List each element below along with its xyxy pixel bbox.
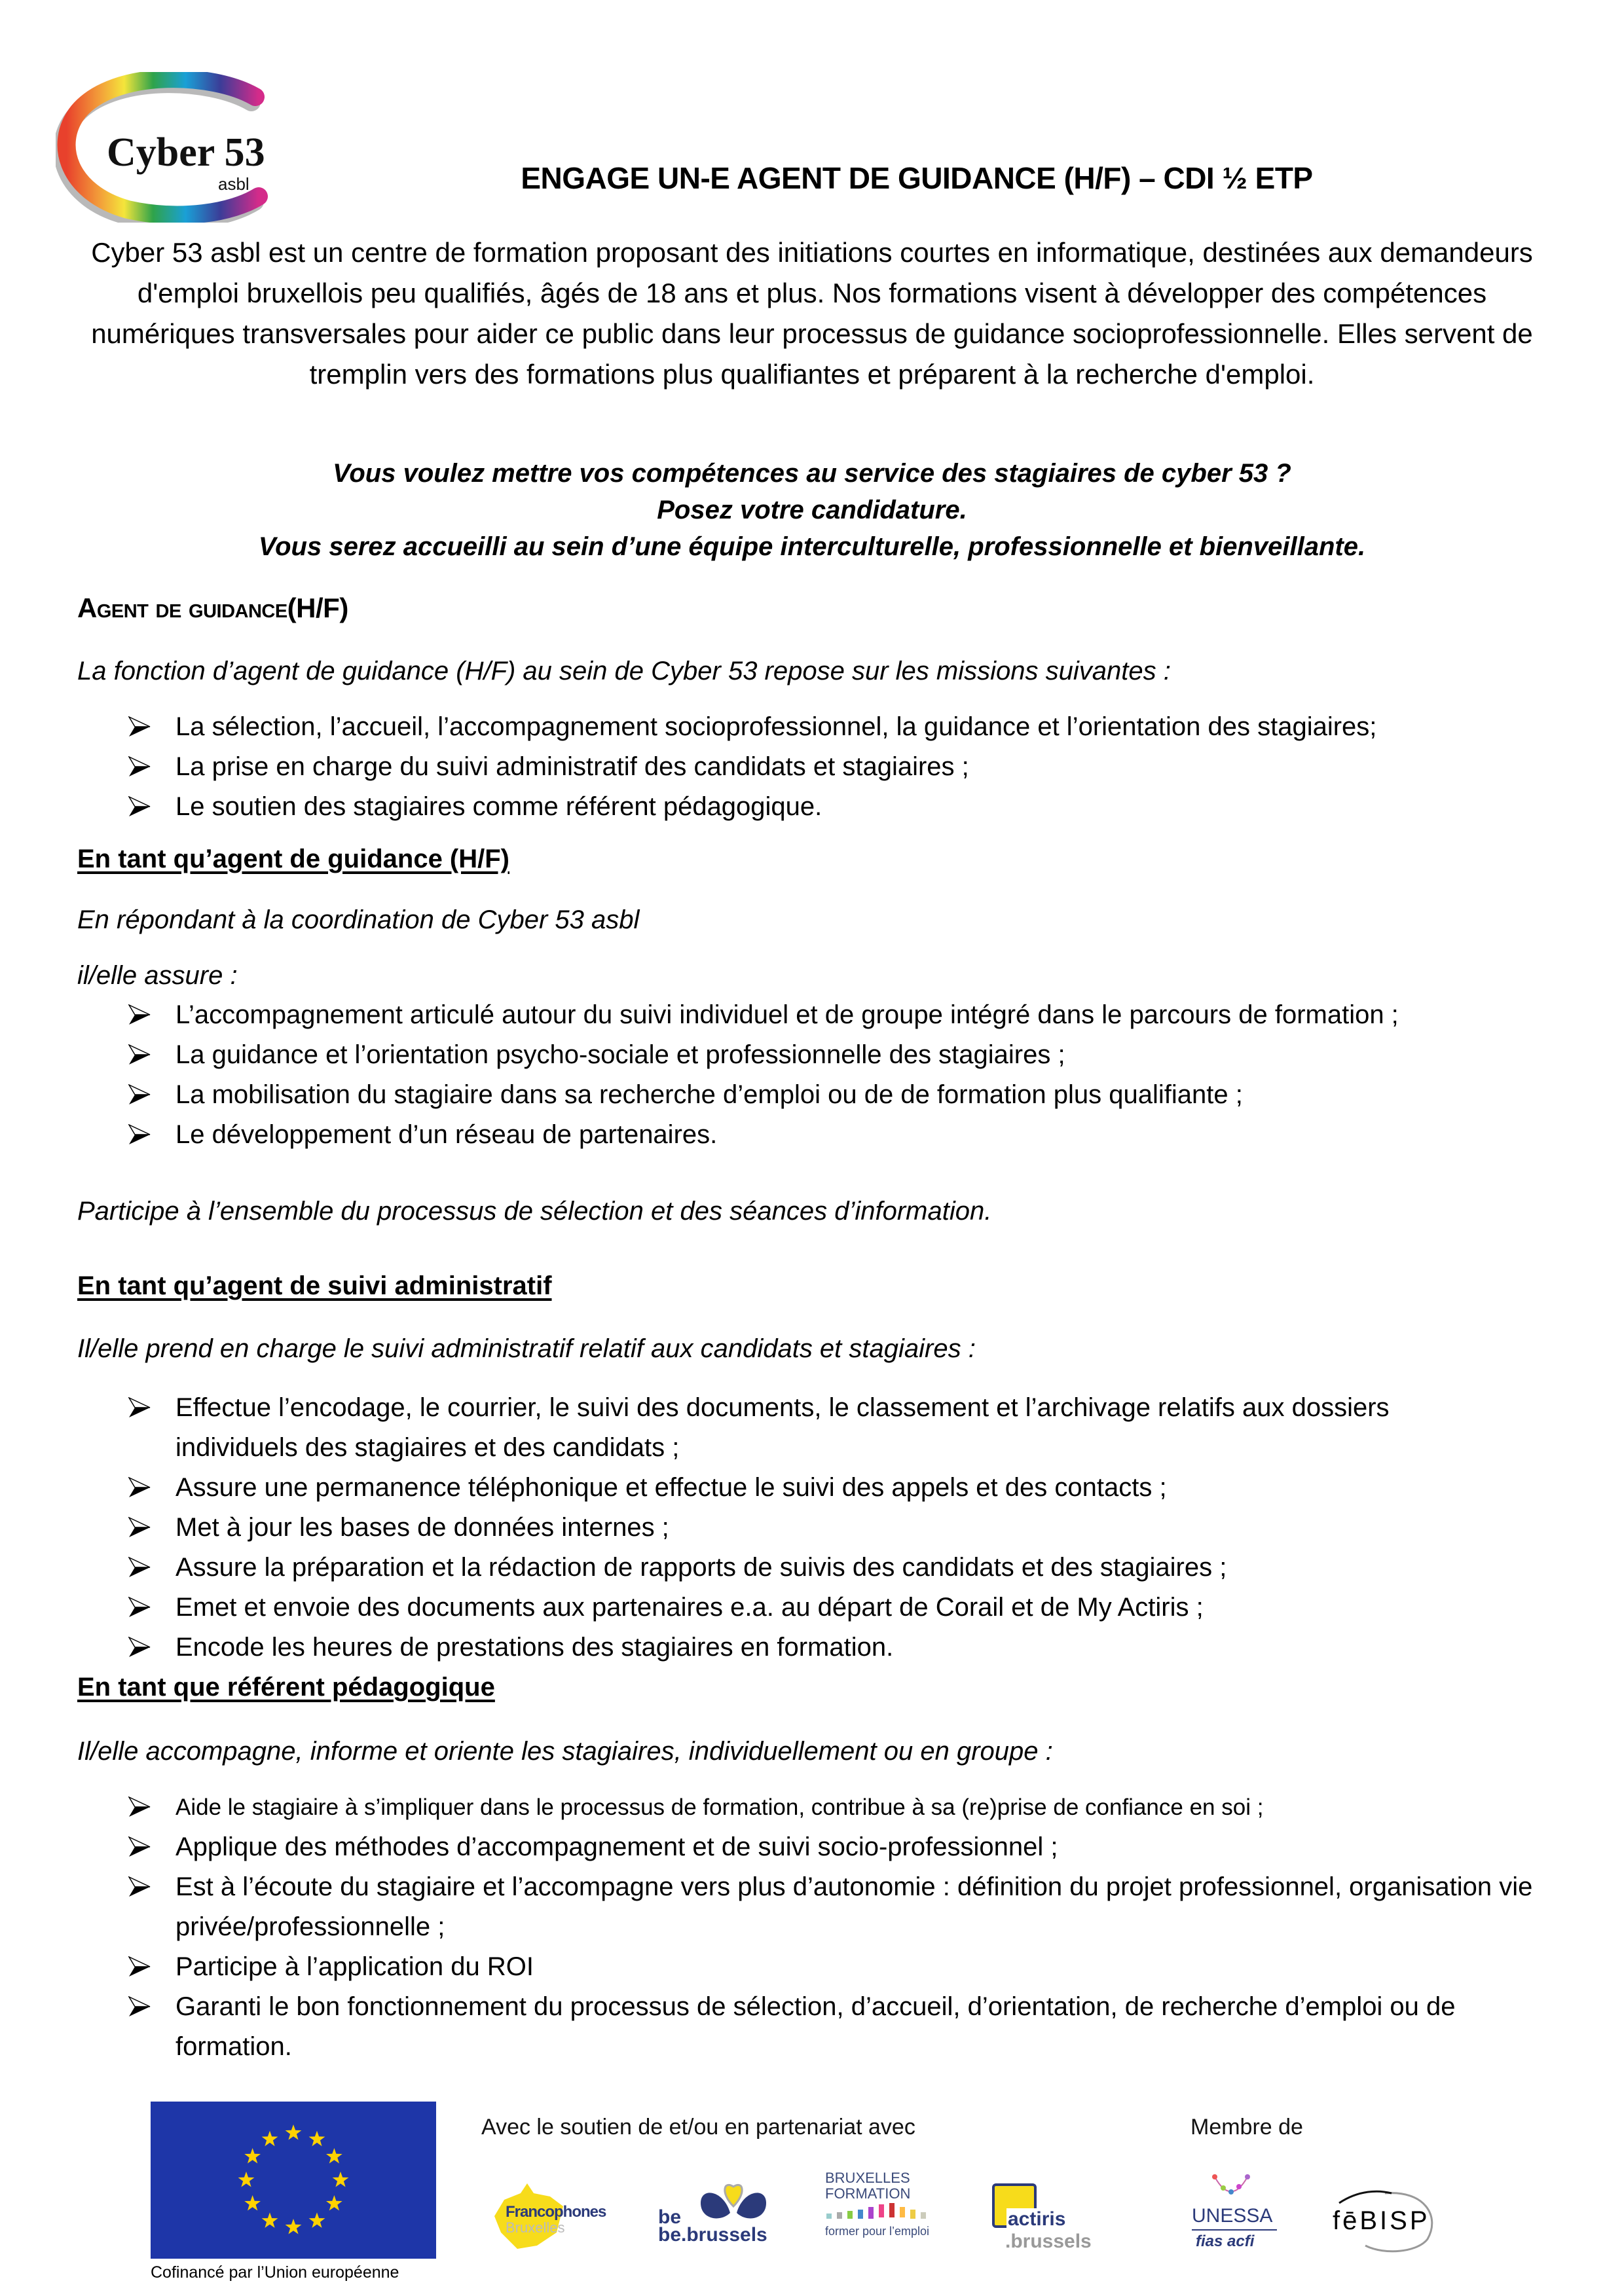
missions-list xyxy=(77,707,1583,827)
arrow-bullet-icon xyxy=(128,1637,151,1658)
logo-bruxelles-formation: BRUXELLES FORMATION former pour l’emploi xyxy=(825,2170,956,2255)
section-lead: La fonction d’agent de guidance (H/F) au sein de Cyber 53 repose sur les missions suivantes : xyxy=(77,657,1171,685)
arrow-bullet-icon xyxy=(128,1996,151,2017)
list-item: Participe à l’application du ROI xyxy=(77,1947,1557,1987)
list-item: Effectue l’encodage, le courrier, le suivi des documents, le classement et l’archivage relatifs aux dossiers individuels des stagiaires et des candidats ; xyxy=(77,1388,1485,1468)
heart-icon xyxy=(694,2177,773,2229)
section-heading-guidance: En tant qu’agent de guidance (H/F) xyxy=(77,845,509,873)
list-item: Est à l’écoute du stagiaire et l’accompagne vers plus d’autonomie : définition du projet professionnel, organisation vie privée/professionnelle ; xyxy=(77,1867,1557,1947)
section-lead: Il/elle prend en charge le suivi administratif relatif aux candidats et stagiaires : xyxy=(77,1334,976,1363)
intro-paragraph: Cyber 53 asbl est un centre de formation proposant des initiations courtes en informatique, destinées aux demandeurs d'emploi bruxellois peu qualifiés, âgés de 18 ans et plus. Nos formations visent à développer des compétences numériques transversales pour aider ce public dans leur processus de guidance socioprofessionnelle. Elles servent de tremplin vers des formations plus qualifiantes et préparent à la recherche d'emploi. xyxy=(91,237,1533,390)
logo-unessa: UNESSA fias acfi xyxy=(1192,2174,1283,2259)
arrow-bullet-icon xyxy=(128,1397,151,1418)
cta-line: Vous serez accueilli au sein d’une équipe interculturelle, professionnelle et bienveillante. xyxy=(258,532,1366,561)
eu-stars-icon xyxy=(151,2102,436,2259)
list-item: Emet et envoie des documents aux partenaires e.a. au départ de Corail et de My Actiris ; xyxy=(77,1588,1485,1628)
arrow-bullet-icon xyxy=(128,1477,151,1498)
eu-flag xyxy=(151,2102,436,2259)
list-item: Applique des méthodes d’accompagnement et de suivi socio-professionnel ; xyxy=(77,1827,1557,1867)
eu-star xyxy=(309,2131,325,2147)
eu-star xyxy=(238,2172,255,2187)
list-item: La mobilisation du stagiaire dans sa recherche d’emploi ou de de formation plus qualifiante ; xyxy=(77,1075,1452,1115)
eu-star xyxy=(262,2212,278,2228)
list-item: Garanti le bon fonctionnement du processus de sélection, d’accueil, d’orientation, de recherche d’emploi ou de formation. xyxy=(77,1987,1557,2067)
eu-star xyxy=(244,2195,261,2211)
section-heading-pedago: En tant que référent pédagogique xyxy=(77,1673,495,1702)
section-lead: il/elle assure : xyxy=(77,961,238,990)
arrow-bullet-icon xyxy=(128,1517,151,1538)
logo-febisp: fēBISP xyxy=(1320,2183,1450,2255)
eu-star xyxy=(286,2124,302,2140)
support-label: Avec le soutien de et/ou en partenariat avec xyxy=(481,2115,915,2140)
arrow-bullet-icon xyxy=(128,796,151,817)
cyber53-logo xyxy=(56,72,278,223)
logo-actiris-brussels: actiris .brussels xyxy=(992,2183,1149,2255)
arrow-bullet-icon xyxy=(128,756,151,777)
logo-name: Cyber 53 xyxy=(107,130,265,175)
guidance-list xyxy=(77,995,1452,1155)
list-item: Assure une permanence téléphonique et effectue le suivi des appels et des contacts ; xyxy=(77,1468,1485,1508)
arrow-bullet-icon xyxy=(128,1796,151,1817)
list-item: La guidance et l’orientation psycho-sociale et professionnelle des stagiaires ; xyxy=(77,1035,1452,1075)
rainbow-c-icon xyxy=(56,72,278,223)
list-item: Met à jour les bases de données internes ; xyxy=(77,1508,1485,1548)
eu-star xyxy=(326,2195,342,2211)
section-lead: En répondant à la coordination de Cyber 53 asbl xyxy=(77,905,640,934)
eu-caption: Cofinancé par l’Union européenne xyxy=(151,2263,399,2282)
eu-star xyxy=(262,2131,278,2147)
arrow-bullet-icon xyxy=(128,716,151,737)
eu-star xyxy=(244,2148,261,2164)
logo-sub: asbl xyxy=(218,174,249,194)
arrow-bullet-icon xyxy=(128,1557,151,1578)
list-item: La prise en charge du suivi administratif des candidats et stagiaires ; xyxy=(77,747,1583,787)
logo-francophones-bruxelles: Francophones Bruxelles xyxy=(491,2180,596,2252)
color-bars-icon xyxy=(825,2202,936,2221)
arrow-bullet-icon xyxy=(128,1084,151,1105)
arrow-bullet-icon xyxy=(128,1044,151,1065)
eu-star xyxy=(286,2219,302,2234)
admin-list xyxy=(77,1388,1485,1667)
arrow-bullet-icon xyxy=(128,1597,151,1618)
logo-be-brussels: be be.brussels xyxy=(658,2177,789,2249)
arrow-bullet-icon xyxy=(128,1124,151,1145)
list-item: Assure la préparation et la rédaction de rapports de suivis des candidats et des stagiaires ; xyxy=(77,1548,1485,1588)
pedago-list xyxy=(77,1787,1557,2067)
page-title: ENGAGE UN-E AGENT DE GUIDANCE (H/F) – CDI ½ ETP xyxy=(521,161,1313,195)
arrow-bullet-icon xyxy=(128,1956,151,1977)
eu-star xyxy=(309,2212,325,2228)
section-lead: Il/elle accompagne, informe et oriente les stagiaires, individuellement ou en groupe : xyxy=(77,1737,1053,1766)
network-dots-icon xyxy=(1211,2174,1251,2200)
arrow-bullet-icon xyxy=(128,1836,151,1857)
section-heading-admin: En tant qu’agent de suivi administratif xyxy=(77,1271,552,1300)
list-item: Encode les heures de prestations des stagiaires en formation. xyxy=(77,1628,1485,1667)
arrow-bullet-icon xyxy=(128,1876,151,1897)
list-item: La sélection, l’accueil, l’accompagnement socioprofessionnel, la guidance et l’orientation des stagiaires; xyxy=(77,707,1583,747)
list-item: Le développement d’un réseau de partenaires. xyxy=(77,1115,1452,1155)
list-item: Le soutien des stagiaires comme référent pédagogique. xyxy=(77,787,1583,827)
eu-star xyxy=(326,2148,342,2164)
member-label: Membre de xyxy=(1190,2115,1303,2140)
eu-star xyxy=(333,2172,349,2187)
call-to-action xyxy=(72,455,1552,565)
cta-line: Vous voulez mettre vos compétences au service des stagiaires de cyber 53 ? xyxy=(333,459,1291,488)
footer-logos xyxy=(151,2092,1473,2296)
section-heading-agent: Agent de guidance(H/F) xyxy=(77,592,348,623)
list-item: L’accompagnement articulé autour du suivi individuel et de groupe intégré dans le parcours de formation ; xyxy=(77,995,1452,1035)
section-closing: Participe à l’ensemble du processus de sélection et des séances d’information. xyxy=(77,1197,992,1226)
arrow-bullet-icon xyxy=(128,1004,151,1025)
cta-line: Posez votre candidature. xyxy=(657,496,967,524)
list-item: Aide le stagiaire à s’impliquer dans le processus de formation, contribue à sa (re)prise de confiance en soi ; xyxy=(77,1787,1557,1827)
